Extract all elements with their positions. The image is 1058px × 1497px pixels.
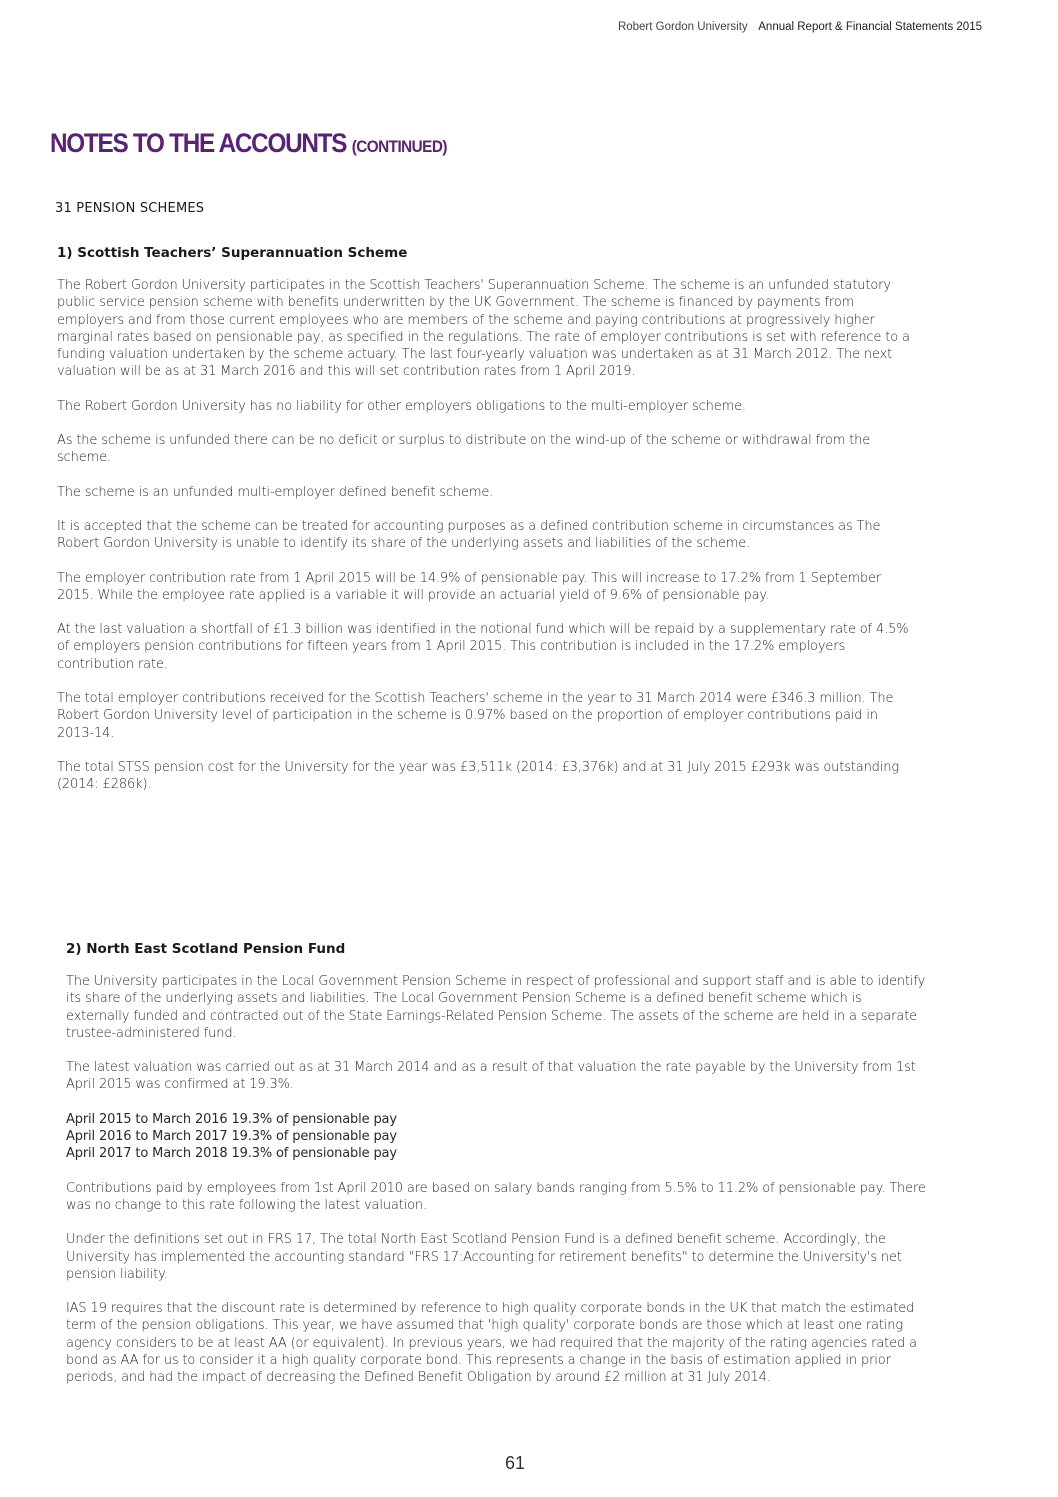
- page-number: 61: [504, 1453, 526, 1473]
- paragraph: IAS 19 requires that the discount rate is determined by reference to high quality corporate bonds in the UK that match the estimated term of the pension obligations. This year, we have assumed that 'high quality' corporate bonds are those which at least one rating agency considers to be at least AA (or equivalent). In previous years, we had required that the majority of the rating agencies rated a bond as AA for us to consider it a high quality corporate bond. This represents a change in the basis of estimation applied in prior periods, and had the impact of decreasing the Defined Benefit Obligation by around £2 million at 31 July 2014.: [66, 1301, 917, 1386]
- page-header: [618, 21, 982, 33]
- paragraph: Contributions paid by employees from 1st April 2010 are based on salary bands ranging from 5.5% to 11.2% of pensionable pay. There was no change to this rate following the latest valuation.: [66, 1180, 926, 1213]
- paragraph: The University participates in the Local Government Pension Scheme in respect of professional and support staff and is able to identify its share of the underlying assets and liabilities. The Local Government Pension Scheme is a defined benefit scheme which is externally funded and contracted out of the State Earnings-Related Pension Scheme. The assets of the scheme are held in a separate trustee-administered fund.: [66, 974, 926, 1041]
- rate-line: April 2015 to March 2016 19.3% of pensionable pay: [66, 1111, 397, 1127]
- paragraph: The scheme is an unfunded multi-employer defined benefit scheme.: [57, 484, 494, 500]
- paragraph: It is accepted that the scheme can be treated for accounting purposes as a defined contribution scheme in circumstances as The Robert Gordon University is unable to identify its share of the underlying assets and liabilities of the scheme.: [57, 518, 881, 552]
- section-heading: 1) Scottish Teachers’ Superannuation Scheme: [57, 245, 408, 261]
- paragraph: The latest valuation was carried out as at 31 March 2014 and as a result of that valuation the rate payable by the University from 1st April 2015 was confirmed at 19.3%.: [66, 1060, 916, 1093]
- paragraph: As the scheme is unfunded there can be no deficit or surplus to distribute on the wind-up of the scheme or withdrawal from the scheme.: [57, 433, 871, 466]
- rate-line: April 2016 to March 2017 19.3% of pensionable pay: [66, 1129, 397, 1145]
- contribution-rate-list: [66, 1111, 926, 1163]
- section-title: 31 PENSION SCHEMES: [55, 201, 205, 216]
- paragraph: The total employer contributions received for the Scottish Teachers' scheme in the year to 31 March 2014 were £346.3 million. The Robert Gordon University level of participation in the scheme is 0.97% based on the proportion of employer contributions paid in 2013-14.: [57, 691, 894, 741]
- paragraph: The Robert Gordon University has no liability for other employers obligations to the multi-employer scheme.: [57, 398, 746, 414]
- paragraph: The total STSS pension cost for the University for the year was £3,511k (2014: £3,376k) and at 31 July 2015 £293k was outstanding (2014: £286k).: [57, 759, 899, 793]
- paragraph: Under the definitions set out in FRS 17, The total North East Scotland Pension Fund is a defined benefit scheme. Accordingly, the University has implemented the accounting standard "FRS 17:Accounting for retirement benefits" to determine the University's net pension liability.: [66, 1232, 902, 1282]
- header-report-title: Annual Report & Financial Statements 2015: [758, 21, 982, 33]
- paragraph: The Robert Gordon University participates in the Scottish Teachers' Superannuation Scheme. The scheme is an unfunded statutory public service pension scheme with benefits underwritten by the UK Government. The scheme is financed by payments from employers and from those current employees who are members of the scheme and paying contributions at progressively higher marginal rates based on pensionable pay, as specified in the regulations. The rate of employer contributions is set with reference to a funding valuation undertaken by the scheme actuary. The last four-yearly valuation was undertaken as at 31 March 2012. The next valuation will be as at 31 March 2016 and this will set contribution rates from 1 April 2019.: [57, 278, 910, 380]
- page-title-main: NOTES TO THE ACCOUNTS: [50, 128, 347, 158]
- section-stss: [57, 245, 917, 811]
- paragraph: The employer contribution rate from 1 April 2015 will be 14.9% of pensionable pay. This will increase to 17.2% from 1 September 2015. While the employee rate applied is a variable it will provide an actuarial yield of 9.6% of pensionable pay.: [57, 570, 882, 603]
- page-title: [50, 128, 447, 159]
- header-organization: Robert Gordon University: [617, 21, 748, 33]
- section-nesf: [66, 941, 926, 1404]
- rate-line: April 2017 to March 2018 19.3% of pensionable pay: [66, 1146, 397, 1162]
- section-heading: 2) North East Scotland Pension Fund: [66, 941, 346, 957]
- page-title-suffix: (CONTINUED): [351, 137, 447, 156]
- paragraph: At the last valuation a shortfall of £1.3 billion was identified in the notional fund which will be repaid by a supplementary rate of 4.5% of employers pension contributions for fifteen years from 1 April 2015. This contribution is included in the 17.2% employers contribution rate.: [57, 622, 909, 672]
